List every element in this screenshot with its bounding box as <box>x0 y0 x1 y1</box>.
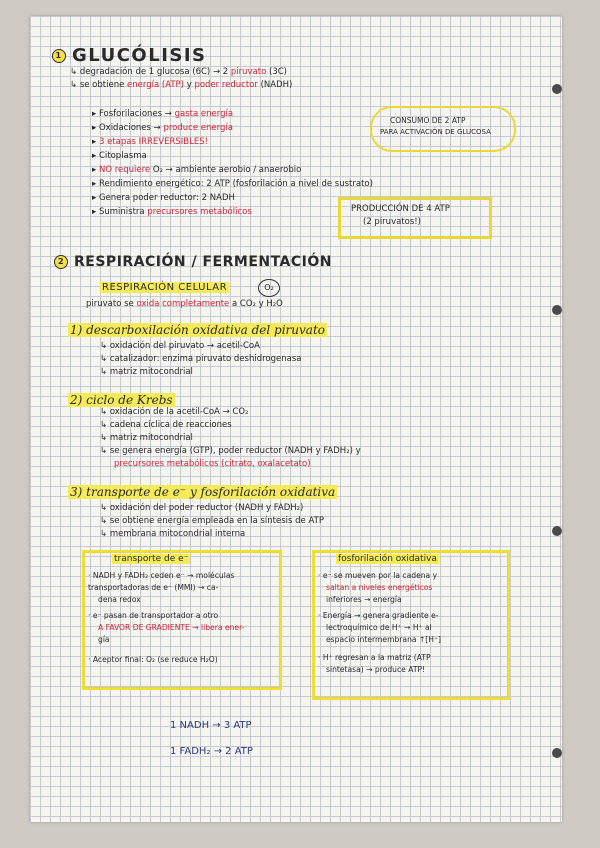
step-1-line: ↳ oxidación del piruvato → acetil-CoA <box>100 341 260 351</box>
section-number: 1 <box>52 49 66 63</box>
note-consumo-line-2: PARA ACTIVACIÓN DE GLUCOSA <box>380 128 491 136</box>
box-left-line: A FAVOR DE GRADIENTE → libera ener- <box>98 623 245 632</box>
bullet-rendimiento: ▸ Rendimiento energético: 2 ATP (fosforilación a nivel de sustrato) <box>92 179 373 189</box>
box-right-line: lectroquímico de H⁺ → H⁺ al <box>326 623 432 632</box>
step-1-title: 1) descarboxilación oxidativa del piruvato <box>70 323 325 337</box>
yield-nadh: 1 NADH → 3 ATP <box>170 720 252 731</box>
box-right-title: fosforilación oxidativa <box>338 554 437 564</box>
binder-hole <box>552 526 562 536</box>
box-right-line: espacio intermembrana ↑[H⁺] <box>326 635 441 644</box>
respiracion-intro: piruvato se oxida completamente a CO₂ y H₂O <box>86 299 283 309</box>
note-produccion-atp <box>338 197 492 239</box>
box-left-line: · e⁻ pasan de transportador a otro <box>88 611 219 620</box>
yield-fadh2: 1 FADH₂ → 2 ATP <box>170 746 253 757</box>
notebook-page <box>30 16 562 822</box>
box-right-line: saltan a niveles energéticos <box>326 583 433 592</box>
box-right-line: · H⁺ regresan a la matriz (ATP <box>318 653 431 662</box>
binder-hole <box>552 84 562 94</box>
bullet-precursores: ▸ Suministra precursores metabólicos <box>92 207 252 217</box>
step-2-line: ↳ cadena cíclica de reacciones <box>100 420 232 430</box>
step-1-line: ↳ matriz mitocondrial <box>100 367 193 377</box>
box-fosforilacion-oxidativa <box>312 550 510 700</box>
note-produccion-line-1: PRODUCCIÓN DE 4 ATP <box>351 204 450 214</box>
binder-hole <box>552 305 562 315</box>
intro-line-2: ↳ se obtiene energía (ATP) y poder reductor (NADH) <box>70 80 293 90</box>
step-2-title: 2) ciclo de Krebs <box>70 393 173 407</box>
step-2-line: ↳ se genera energía (GTP), poder reductor (NADH y FADH₂) y <box>100 446 361 456</box>
intro-line-1: ↳ degradación de 1 glucosa (6C) → 2 piruvato (3C) <box>70 67 287 77</box>
step-2-line: precursores metabólicos (citrato, oxalacetato) <box>114 459 311 469</box>
bullet-oxidaciones: ▸ Oxidaciones → produce energía <box>92 123 233 133</box>
box-left-line: gía <box>98 635 110 644</box>
section-number: 2 <box>54 255 68 269</box>
binder-hole <box>552 748 562 758</box>
box-left-line: · NADH y FADH₂ ceden e⁻ → moléculas <box>88 571 235 580</box>
box-left-line: transportadoras de e⁻ (MMI) → ca- <box>88 583 219 592</box>
step-3-line: ↳ membrana mitocondrial interna <box>100 529 246 539</box>
box-left-line: dena redox <box>98 595 141 604</box>
bullet-oxigeno: ▸ NO requiere O₂ → ambiente aerobio / anaerobio <box>92 165 302 175</box>
box-right-line: sintetasa) → produce ATP! <box>326 665 426 674</box>
box-left-title: transporte de e⁻ <box>114 554 189 564</box>
box-right-line: inferiores → energía <box>326 595 402 604</box>
note-produccion-line-2: (2 piruvatos!) <box>363 217 421 227</box>
note-consumo-line-1: CONSUMO DE 2 ATP <box>390 116 466 125</box>
bullet-etapas: ▸ 3 etapas IRREVERSIBLES! <box>92 137 209 147</box>
box-left-line: · Aceptor final: O₂ (se reduce H₂O) <box>88 655 218 664</box>
box-transporte-electrones <box>82 550 282 690</box>
step-3-line: ↳ oxidación del poder reductor (NADH y FADH₂) <box>100 503 304 513</box>
note-consumo-atp <box>370 106 516 152</box>
bullet-fosforilaciones: ▸ Fosforilaciones → gasta energía <box>92 109 234 119</box>
bullet-poder-reductor: ▸ Genera poder reductor: 2 NADH <box>92 193 235 203</box>
step-1-line: ↳ catalizador: enzima piruvato deshidrogenasa <box>100 354 302 364</box>
step-2-line: ↳ matriz mitocondrial <box>100 433 193 443</box>
box-right-line: · Energía → genera gradiente e- <box>318 611 439 620</box>
step-2-line: ↳ oxidación de la acetil-CoA → CO₂ <box>100 407 249 417</box>
bullet-citoplasma: ▸ Citoplasma <box>92 151 147 161</box>
subtitle-respiracion-celular: RESPIRACIÓN CELULAR <box>102 282 228 293</box>
box-right-line: · e⁻ se mueven por la cadena y <box>318 571 438 580</box>
section-title-glucolisis: 1 GLUCÓLISIS <box>52 46 207 66</box>
section-title-respiracion: 2 RESPIRACIÓN / FERMENTACIÓN <box>54 255 332 270</box>
step-3-title: 3) transporte de e⁻ y fosforilación oxidativa <box>70 485 336 499</box>
oxygen-circle: O₂ <box>258 279 280 297</box>
step-3-line: ↳ se obtiene energía empleada en la síntesis de ATP <box>100 516 324 526</box>
